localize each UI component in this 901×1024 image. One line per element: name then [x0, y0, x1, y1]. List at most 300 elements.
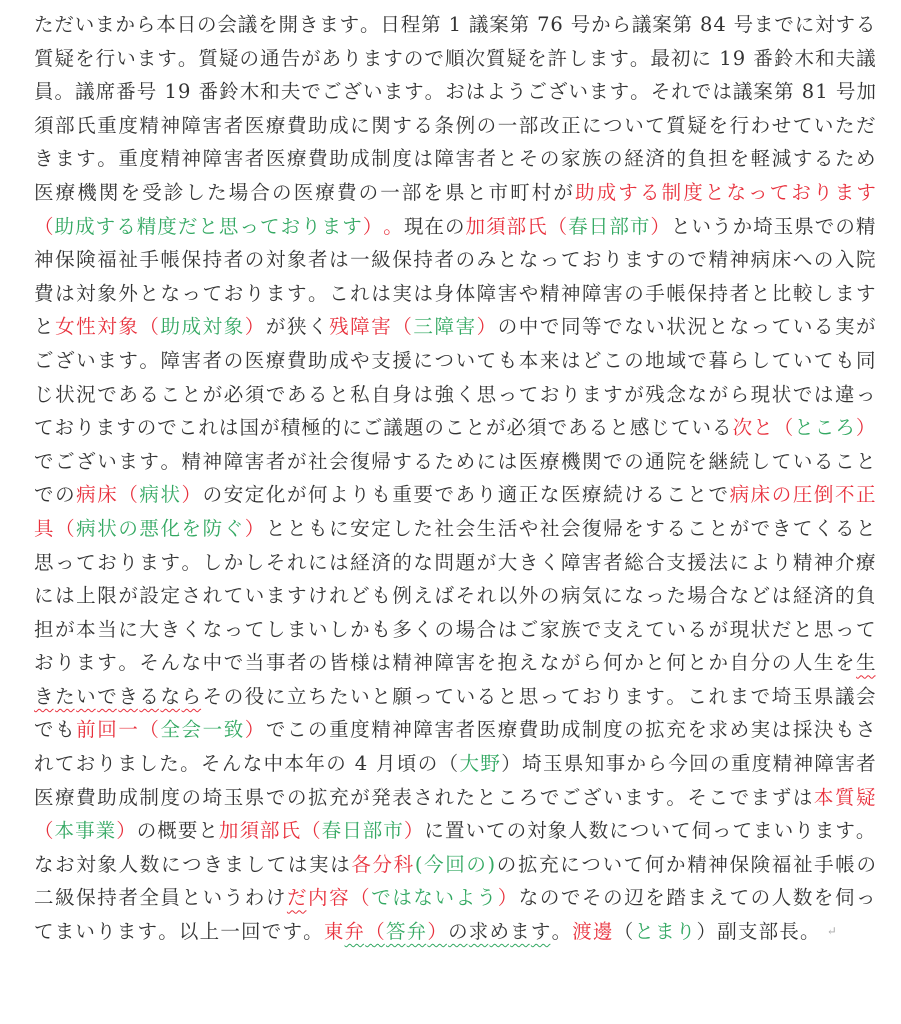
correction-text: 全: [160, 718, 180, 742]
body-text: 拡: [517, 852, 538, 876]
body-text: い: [75, 920, 95, 944]
body-text: の: [448, 920, 468, 944]
body-text: 村: [531, 180, 552, 204]
body-text: く: [455, 382, 476, 406]
body-text: 事: [265, 651, 286, 675]
body-text: 害: [434, 718, 454, 742]
body-text: 埼: [771, 684, 792, 708]
body-text: と: [497, 147, 518, 171]
correction-text: ろ: [835, 416, 855, 440]
text-line: [34, 646, 876, 680]
body-text: し: [244, 550, 265, 574]
body-text: 支: [371, 348, 391, 372]
body-text: 県: [445, 180, 465, 204]
body-text: い: [465, 819, 485, 843]
body-text: 須: [244, 382, 265, 406]
misrecognized-text: ま: [834, 180, 855, 204]
body-text: 神: [793, 752, 814, 776]
body-text: と: [286, 516, 307, 540]
body-text: 外: [118, 281, 138, 305]
body-text: 。: [139, 348, 159, 372]
body-text: 持: [97, 886, 117, 910]
body-text: る: [855, 13, 876, 36]
body-text: に: [794, 13, 815, 36]
body-text: 害: [455, 147, 476, 171]
body-text: ら: [611, 13, 631, 36]
misrecognized-text: 分: [372, 852, 393, 876]
body-text: 中: [202, 651, 223, 675]
body-text: ま: [95, 13, 115, 36]
body-text: り: [96, 920, 116, 944]
body-text: っ: [413, 684, 433, 708]
body-text: 立: [286, 684, 307, 708]
body-text: 大: [139, 617, 159, 641]
body-text: 継: [708, 449, 729, 473]
body-text: あ: [286, 382, 307, 406]
body-text: 年: [305, 752, 325, 776]
body-text: な: [729, 315, 750, 339]
body-text: 多: [392, 617, 412, 641]
body-text: 度: [118, 113, 138, 137]
body-text: 障: [181, 113, 202, 137]
body-text: や: [350, 348, 370, 372]
body-text: き: [34, 147, 54, 171]
body-text: 番: [198, 80, 219, 104]
body-text: 質: [486, 46, 506, 70]
correction-text: す: [95, 214, 116, 238]
body-text: （: [438, 752, 459, 776]
body-text: 議: [856, 46, 876, 70]
body-text: る: [139, 382, 159, 406]
body-text: だ: [54, 13, 74, 36]
body-text: 制: [371, 147, 391, 171]
body-text: 合: [708, 584, 729, 608]
body-text: の: [202, 483, 223, 507]
body-text: き: [118, 684, 138, 708]
body-text: 9: [732, 46, 746, 70]
body-text: 最: [650, 46, 670, 70]
body-text: 害: [223, 147, 244, 171]
body-text: ま: [117, 752, 138, 776]
body-text: そ: [650, 80, 671, 104]
body-text: に: [691, 46, 712, 70]
correction-text: は: [392, 886, 412, 910]
body-text: さ: [181, 584, 202, 608]
body-text: と: [466, 180, 487, 204]
misrecognized-text: ）: [427, 920, 447, 944]
body-text: 8: [801, 80, 815, 104]
body-text: 設: [139, 584, 159, 608]
body-text: い: [645, 315, 665, 339]
text-line: [34, 613, 876, 647]
body-text: ま: [624, 248, 644, 272]
body-text: め: [856, 147, 876, 171]
body-text: と: [497, 248, 518, 272]
body-text: て: [244, 617, 265, 641]
body-text: 題: [455, 550, 476, 574]
body-text: 神: [202, 449, 223, 473]
body-text: 帳: [666, 281, 686, 305]
body-text: が: [856, 315, 876, 339]
body-text: 医: [34, 180, 54, 204]
body-text: 度: [603, 718, 623, 742]
body-text: 費: [286, 113, 307, 137]
body-text: を: [527, 46, 547, 70]
body-text: ）: [696, 920, 717, 944]
body-text: 。: [177, 46, 198, 70]
body-text: 正: [518, 483, 539, 507]
body-text: の: [603, 147, 623, 171]
body-text: う: [506, 80, 527, 104]
body-text: れ: [350, 281, 370, 305]
body-text: 者: [455, 718, 476, 742]
body-text: 開: [278, 13, 299, 36]
body-text: 一: [350, 248, 370, 272]
body-text: 充: [329, 785, 349, 809]
body-text: ま: [834, 281, 855, 305]
body-text: け: [308, 584, 328, 608]
body-text: ま: [814, 819, 835, 843]
body-text: [564, 8, 570, 42]
body-text: 対: [76, 852, 96, 876]
body-text: 費: [518, 718, 539, 742]
body-text: り: [794, 819, 814, 843]
body-text: の: [835, 214, 855, 238]
body-text: 療: [55, 180, 76, 204]
body-text: 険: [750, 852, 771, 876]
body-text: た: [55, 684, 75, 708]
body-text: こ: [666, 483, 686, 507]
body-text: 療: [315, 180, 335, 204]
body-text: 回: [689, 752, 709, 776]
misrecognized-text: 東: [323, 920, 344, 944]
body-text: の: [136, 416, 157, 440]
body-text: 必: [223, 382, 244, 406]
body-text: す: [97, 651, 117, 675]
body-text: を: [645, 886, 665, 910]
body-text: ど: [350, 584, 370, 608]
body-text: 会: [329, 449, 349, 473]
body-text: ず: [771, 785, 792, 809]
text-line: [34, 713, 876, 747]
body-text: ま: [753, 819, 773, 843]
body-text: 精: [687, 852, 707, 876]
body-text: 精: [772, 752, 793, 776]
body-text: な: [539, 651, 560, 675]
body-text: 本: [156, 13, 176, 36]
body-text: と: [856, 449, 876, 473]
body-text: て: [792, 516, 813, 540]
body-text: 何: [308, 483, 328, 507]
body-text: 況: [687, 315, 707, 339]
body-text: 初: [670, 46, 691, 70]
body-text: め: [489, 920, 509, 944]
body-text: 木: [239, 80, 260, 104]
text-line: [34, 142, 876, 176]
body-text: こ: [708, 785, 729, 809]
body-text: 議: [75, 80, 95, 104]
body-text: 済: [813, 584, 834, 608]
body-text: じ: [650, 416, 670, 440]
body-text: 祉: [118, 248, 138, 272]
body-text: も: [371, 584, 391, 608]
body-text: て: [670, 416, 691, 440]
misrecognized-text: 須: [486, 214, 506, 238]
body-text: 神: [392, 718, 412, 742]
body-text: な: [160, 684, 180, 708]
body-text: つ: [629, 819, 650, 843]
body-text: を: [258, 13, 278, 36]
body-text: が: [729, 516, 750, 540]
body-text: 手: [645, 281, 665, 305]
misrecognized-text: ）: [181, 483, 202, 507]
body-text: っ: [181, 281, 202, 305]
body-text: め: [455, 449, 476, 473]
body-text: い: [691, 214, 712, 238]
body-text: 象: [547, 819, 568, 843]
body-text: 療: [856, 550, 876, 574]
body-text: す: [339, 13, 360, 36]
body-text: 疑: [506, 46, 527, 70]
body-text: の: [181, 785, 202, 809]
body-text: れ: [202, 584, 223, 608]
body-text: そ: [582, 886, 602, 910]
body-text: 大: [497, 550, 518, 574]
correction-text: ま: [655, 920, 675, 944]
misrecognized-text: 。: [383, 214, 403, 238]
body-text: た: [207, 180, 227, 204]
body-text: 定: [244, 483, 265, 507]
body-text: も: [371, 617, 391, 641]
body-text: で: [603, 449, 623, 473]
body-text: と: [687, 483, 707, 507]
body-text: 玉: [223, 785, 244, 809]
body-text: 関: [582, 449, 602, 473]
body-text: 身: [434, 281, 454, 305]
body-text: 援: [392, 348, 412, 372]
correction-text: 春: [568, 214, 588, 238]
body-text: 精: [855, 214, 876, 238]
document-page: [34, 8, 876, 949]
body-text: り: [55, 651, 75, 675]
body-text: ま: [383, 80, 404, 104]
body-text: 玉: [792, 684, 813, 708]
misrecognized-text: ）: [403, 819, 424, 843]
body-text: ま: [118, 449, 138, 473]
body-text: り: [771, 550, 792, 574]
body-text: ま: [319, 13, 339, 36]
body-text: こ: [687, 684, 707, 708]
body-text: な: [181, 651, 202, 675]
body-text: 会: [560, 516, 581, 540]
body-text: ま: [582, 382, 602, 406]
body-text: 帳: [160, 248, 180, 272]
body-text: 害: [455, 651, 476, 675]
body-text: 者: [476, 147, 497, 171]
body-text: ん: [160, 651, 180, 675]
body-text: 暮: [708, 348, 729, 372]
body-text: 問: [434, 550, 454, 574]
body-text: 議: [468, 13, 489, 36]
correction-text: 状: [160, 483, 180, 507]
text-line: [34, 411, 876, 445]
body-text: て: [670, 819, 691, 843]
body-text: れ: [708, 684, 729, 708]
body-text: も: [497, 348, 518, 372]
body-text: り: [244, 281, 265, 305]
misrecognized-text: （: [34, 214, 54, 238]
body-text: 感: [629, 416, 650, 440]
body-text: る: [834, 516, 855, 540]
body-text: と: [265, 516, 286, 540]
body-text: い: [792, 449, 813, 473]
body-text: と: [687, 651, 707, 675]
body-text: て: [623, 852, 644, 876]
body-text: て: [434, 684, 454, 708]
body-text: の: [455, 248, 476, 272]
body-text: す: [286, 584, 307, 608]
correction-text: う: [476, 886, 497, 910]
correction-text: い: [434, 886, 454, 910]
body-text: た: [329, 684, 349, 708]
body-text: を: [75, 46, 95, 70]
body-text: 様: [350, 651, 370, 675]
text-line: [34, 512, 876, 546]
body-text: て: [476, 348, 497, 372]
body-text: 医: [265, 147, 286, 171]
body-text: 者: [118, 886, 138, 910]
body-text: 要: [177, 819, 198, 843]
body-text: け: [624, 483, 644, 507]
body-text: 現: [403, 214, 424, 238]
misrecognized-text: な: [726, 180, 747, 204]
body-text: の: [497, 315, 518, 339]
body-text: す: [835, 819, 855, 843]
body-text: 来: [539, 348, 560, 372]
body-text: さ: [413, 785, 433, 809]
body-text: で: [582, 617, 602, 641]
body-text: 保: [687, 281, 707, 305]
body-text: こ: [160, 382, 180, 406]
body-text: ま: [624, 684, 644, 708]
body-text: 者: [265, 449, 286, 473]
body-text: ま: [362, 46, 383, 70]
body-text: て: [729, 886, 750, 910]
body-text: は: [329, 550, 349, 574]
body-text: で: [97, 382, 117, 406]
body-text: 地: [645, 348, 665, 372]
body-text: れ: [671, 80, 691, 104]
body-text: れ: [476, 584, 497, 608]
body-text: 費: [286, 348, 307, 372]
body-text: え: [624, 617, 644, 641]
body-text: い: [74, 13, 95, 36]
body-text: で: [603, 315, 623, 339]
misrecognized-text: 部: [506, 214, 527, 238]
body-text: す: [835, 13, 856, 36]
body-text: も: [834, 348, 855, 372]
correction-text: り: [301, 214, 321, 238]
body-text: 議: [631, 13, 652, 36]
body-text: る: [139, 684, 159, 708]
misrecognized-text: 残: [329, 315, 349, 339]
correction-text: (: [414, 852, 423, 876]
misrecognized-text: 害: [371, 315, 391, 339]
body-text: 況: [76, 382, 96, 406]
misrecognized-text: （: [55, 516, 75, 540]
text-line: [34, 579, 876, 613]
body-text: で: [539, 315, 560, 339]
body-text: か: [624, 651, 644, 675]
body-text: を: [813, 886, 834, 910]
body-text: 象: [286, 248, 307, 272]
body-text: か: [626, 752, 647, 776]
body-text: そ: [265, 550, 286, 574]
body-text: 成: [560, 718, 581, 742]
body-text: 療: [55, 785, 75, 809]
body-text: 者: [202, 348, 223, 372]
body-text: 持: [708, 281, 729, 305]
body-text: ま: [687, 886, 707, 910]
body-text: す: [856, 281, 876, 305]
body-text: 障: [202, 147, 223, 171]
body-text: 例: [392, 584, 412, 608]
body-text: の: [326, 752, 346, 776]
body-text: が: [708, 617, 729, 641]
misrecognized-text: ）: [244, 315, 265, 339]
body-text: の: [539, 147, 560, 171]
body-text: れ: [198, 416, 218, 440]
misrecognized-text: 部: [260, 819, 280, 843]
body-text: つ: [182, 852, 202, 876]
body-text: 案: [652, 13, 672, 36]
body-text: 者: [308, 248, 328, 272]
body-text: は: [55, 584, 75, 608]
body-text: と: [670, 214, 691, 238]
body-text: 害: [603, 281, 623, 305]
body-text: 自: [371, 382, 391, 406]
body-text: 極: [301, 416, 321, 440]
body-text: 対: [265, 248, 286, 272]
body-text: 精: [181, 449, 202, 473]
body-text: 適: [497, 483, 518, 507]
body-text: い: [202, 886, 223, 910]
correction-text: 日: [588, 214, 609, 238]
body-text: と: [708, 315, 729, 339]
body-text: は: [329, 248, 349, 272]
misrecognized-text: 病: [729, 483, 750, 507]
body-text: え: [413, 584, 433, 608]
body-text: は: [413, 281, 433, 305]
misrecognized-text: 前: [76, 718, 96, 742]
body-text: と: [181, 886, 202, 910]
body-text: の: [603, 886, 623, 910]
body-text: 介: [834, 550, 855, 574]
body-text: 第: [509, 13, 530, 36]
body-text: 障: [814, 752, 834, 776]
body-text: こ: [177, 416, 198, 440]
body-text: 費: [308, 147, 328, 171]
body-text: 二: [34, 886, 54, 910]
misrecognized-text: お: [791, 180, 811, 204]
body-text: に: [476, 449, 497, 473]
body-text: で: [687, 348, 707, 372]
body-text: 機: [77, 180, 97, 204]
misrecognized-text: 各: [351, 852, 371, 876]
body-text: ）: [501, 752, 521, 776]
body-text: そ: [202, 684, 223, 708]
body-text: か: [666, 852, 686, 876]
